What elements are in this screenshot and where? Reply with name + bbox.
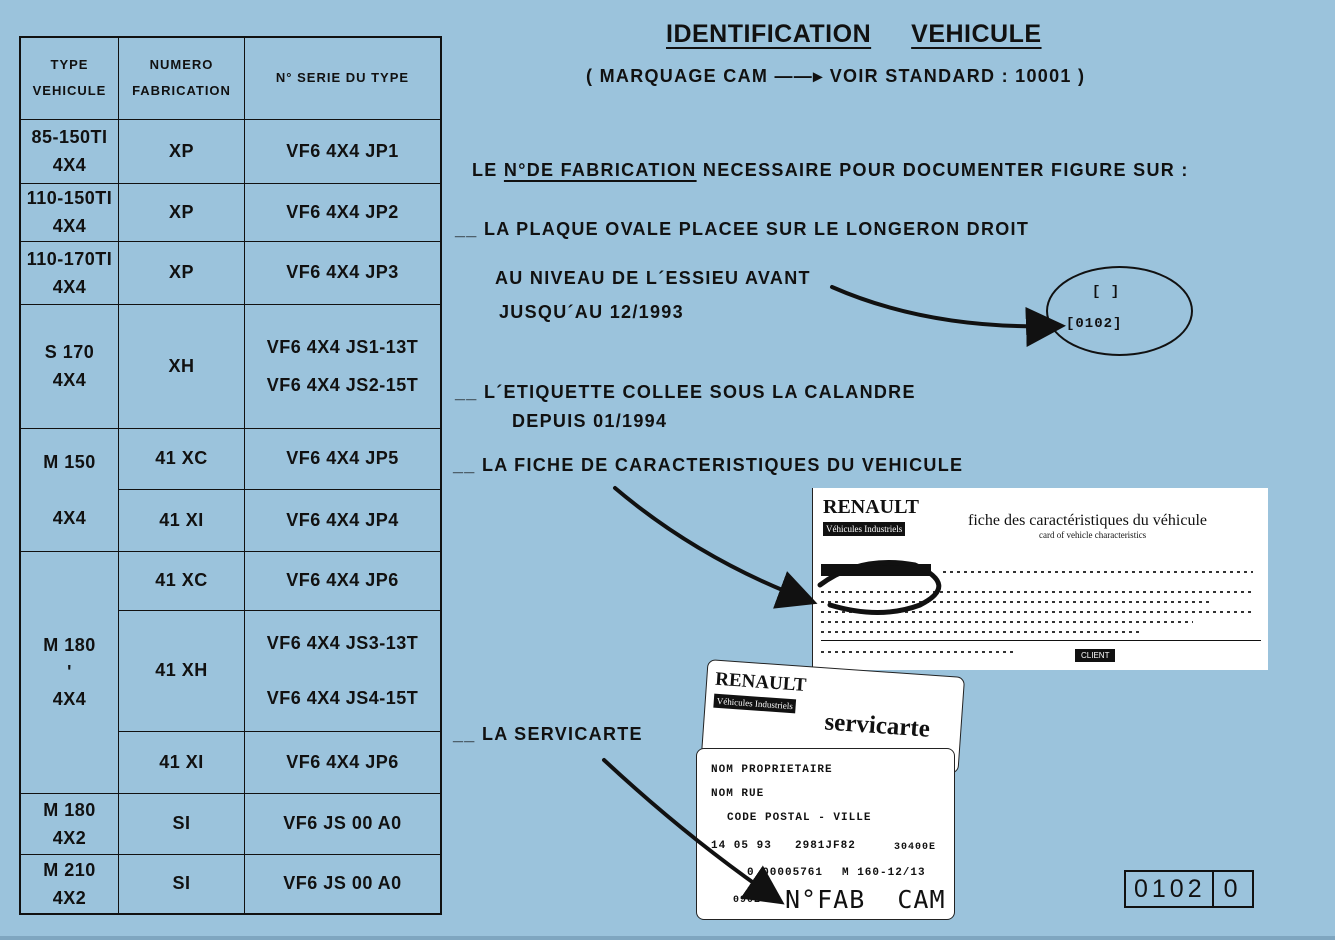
servicarte-city: CODE POSTAL - VILLE [727, 812, 872, 824]
oval-plate-top-mark: [ ] [1092, 284, 1121, 300]
arrow-to-fiche [615, 488, 810, 601]
serie-cell: VF6 4X4 JP6 [245, 731, 442, 793]
fiche-client-box: CLIENT [1075, 649, 1115, 662]
intro-text: LE N°DE FABRICATION NECESSAIRE POUR DOCUMENTER FIGURE SUR : [472, 160, 1189, 180]
fab-cell: 41 XC [119, 551, 245, 610]
table-row [20, 793, 441, 854]
item-plate-line2: AU NIVEAU DE L´ESSIEU AVANT [495, 268, 811, 288]
servicarte-date: 14 05 93 [711, 840, 772, 852]
item-plate-line3: JUSQU´AU 12/1993 [499, 302, 684, 322]
table-row [20, 304, 441, 428]
fab-cell: SI [119, 793, 245, 854]
header-type-vehicule: TYPE VEHICULE [20, 37, 119, 119]
fab-cell: XH [119, 304, 245, 428]
fiche-caracteristiques-document [812, 488, 1268, 670]
serie-cell: VF6 4X4 JP1 [245, 119, 442, 183]
table-row [20, 183, 441, 241]
table-row [20, 428, 441, 489]
oval-plate-number: [0102] [1066, 316, 1123, 332]
serie-cell: VF6 4X4 JP2 [245, 183, 442, 241]
fab-cell: XP [119, 241, 245, 304]
fab-cell: 41 XH [119, 610, 245, 731]
item-plate-line1: __ LA PLAQUE OVALE PLACEE SUR LE LONGERON DROIT [455, 219, 1030, 239]
table-row [20, 241, 441, 304]
header-numero-fabrication: NUMERO FABRICATION [119, 37, 245, 119]
bottom-edge [0, 936, 1335, 940]
type-cell: 110-150TI 4X4 [20, 183, 119, 241]
type-cell: M 180 ' 4X4 [20, 551, 119, 793]
fab-cell: SI [119, 854, 245, 914]
serie-cell: VF6 JS 00 A0 [245, 854, 442, 914]
serie-cell: VF6 4X4 JP5 [245, 428, 442, 489]
serie-cell: VF6 4X4 JP6 [245, 551, 442, 610]
servicarte-km: 30400E [894, 842, 937, 853]
item-label-line2: DEPUIS 01/1994 [512, 411, 668, 431]
fab-cell: 41 XI [119, 489, 245, 551]
fiche-subtitle: card of vehicle characteristics [1039, 530, 1147, 540]
servicarte-serial: 0 00005761 [747, 867, 824, 879]
serie-cell: VF6 4X4 JS3-13T VF6 4X4 JS4-15T [245, 610, 442, 731]
oval-plate-illustration [1046, 266, 1193, 356]
servicarte-card-front [696, 748, 955, 920]
fab-cell: XP [119, 183, 245, 241]
table-row [20, 854, 441, 914]
table-row [20, 119, 441, 183]
vehicle-type-table [19, 36, 442, 915]
servicarte-plate: 2981JF82 [795, 840, 856, 852]
reference-suffix: 0 [1212, 872, 1252, 906]
serie-cell: VF6 4X4 JP3 [245, 241, 442, 304]
type-cell: 110-170TI 4X4 [20, 241, 119, 304]
arrow-to-plate [832, 287, 1058, 326]
serie-cell: VF6 4X4 JS1-13T VF6 4X4 JS2-15T [245, 304, 442, 428]
fab-cell: XP [119, 119, 245, 183]
subtitle: ( MARQUAGE CAM ——▸ VOIR STANDARD : 10001 ) [586, 66, 1086, 86]
fab-cell: 41 XI [119, 731, 245, 793]
reference-number: 0102 [1134, 874, 1206, 903]
servicarte-title: servicarte [823, 708, 931, 743]
fiche-renault-logo: RENAULT Véhicules Industriels [823, 496, 919, 534]
reference-number-box [1124, 870, 1254, 908]
type-cell: 85-150TI 4X4 [20, 119, 119, 183]
item-fiche: __ LA FICHE DE CARACTERISTIQUES DU VEHICULE [453, 455, 964, 475]
type-cell: M 210 4X2 [20, 854, 119, 914]
servicarte-model: M 160-12/13 [842, 867, 926, 879]
serie-cell: VF6 4X4 JP4 [245, 489, 442, 551]
page-title: IDENTIFICATION VEHICULE [666, 20, 1042, 48]
item-label-line1: __ L´ETIQUETTE COLLEE SOUS LA CALANDRE [455, 382, 916, 402]
servicarte-handwritten-annotation: N°FAB CAM [785, 885, 946, 914]
fab-cell: 41 XC [119, 428, 245, 489]
type-cell: M 150 4X4 [20, 428, 119, 551]
fiche-title: fiche des caractéristiques du véhicule [968, 512, 1207, 529]
type-cell: M 180 4X2 [20, 793, 119, 854]
servicarte-code: 0902 [733, 895, 762, 906]
serie-cell: VF6 JS 00 A0 [245, 793, 442, 854]
header-serie-du-type: N° SERIE DU TYPE [245, 37, 442, 119]
servicarte-street: NOM RUE [711, 788, 765, 800]
table-header-row [20, 37, 441, 119]
servicarte-owner: NOM PROPRIETAIRE [711, 764, 833, 776]
servicarte-renault-logo: RENAULT Véhicules Industriels [713, 669, 807, 715]
fiche-data-lines [813, 556, 1268, 656]
type-cell: S 170 4X4 [20, 304, 119, 428]
item-servicarte: __ LA SERVICARTE [453, 724, 643, 744]
table-row [20, 551, 441, 610]
